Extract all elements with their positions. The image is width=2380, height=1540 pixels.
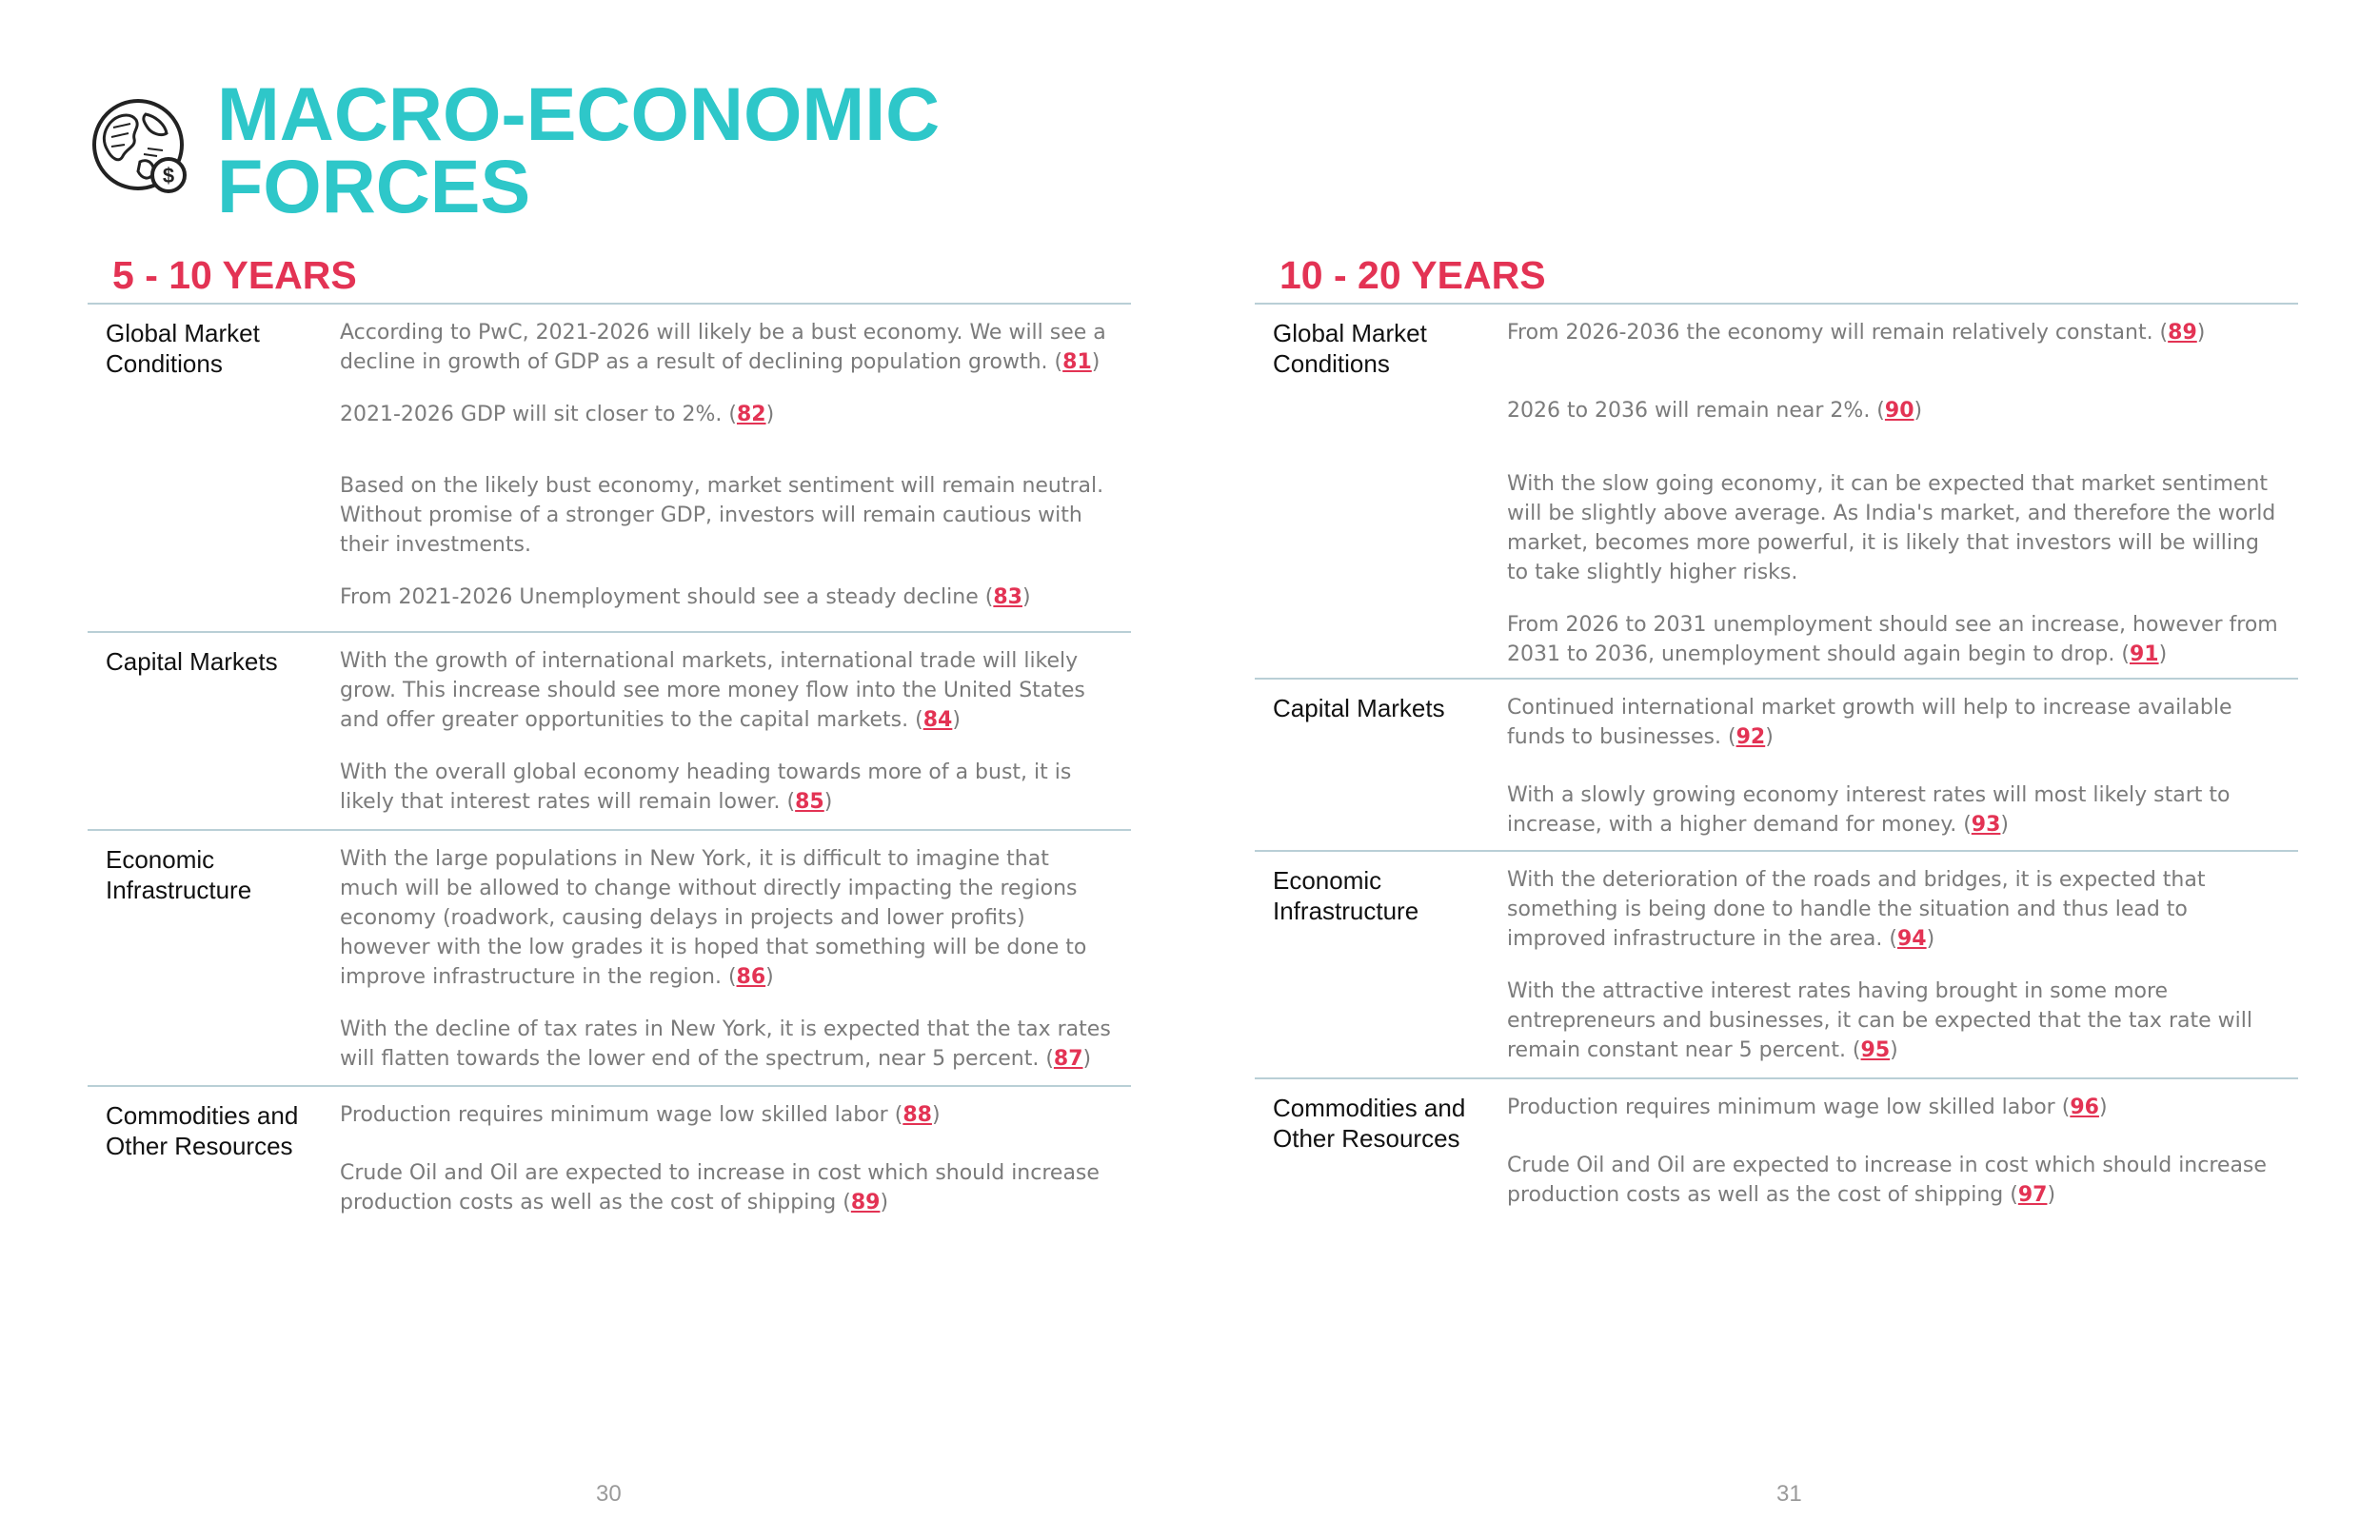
table-row: [1255, 852, 2298, 1079]
paragraph: From 2021-2026 Unemployment should see a steady decline (83): [340, 585, 1031, 609]
paragraph: With the attractive interest rates having brought in some more entrepreneurs and businesses, it can be expected that the tax rate will remain constant near 5 percent. (95): [1507, 979, 2252, 1062]
paragraph: From 2026-2036 the economy will remain relatively constant. (89): [1507, 321, 2206, 345]
category-label: Commodities and Other Resources: [1273, 1094, 1466, 1153]
row-body: [340, 1087, 1131, 1239]
paragraph: With a slowly growing economy interest rates will most likely start to increase, with a higher demand for money. (93): [1507, 783, 2231, 837]
table-row: [1255, 680, 2298, 852]
globe-dollar-icon: [89, 95, 193, 200]
reference-link[interactable]: 90: [1884, 399, 1914, 423]
row-body: [340, 831, 1131, 1085]
reference-link[interactable]: 82: [736, 403, 766, 426]
paragraph: 2026 to 2036 will remain near 2%. (90): [1507, 399, 1923, 423]
paragraph: Production requires minimum wage low skilled labor (88): [340, 1103, 941, 1127]
column-heading: 10 - 20 YEARS: [1255, 247, 2298, 305]
reference-link[interactable]: 91: [2129, 642, 2159, 666]
paragraph: With the overall global economy heading towards more of a bust, it is likely that interest rates will remain lower. (85): [340, 760, 1072, 814]
table-row: [88, 305, 1131, 633]
row-body: [340, 305, 1131, 631]
paragraph: With the decline of tax rates in New York, it is expected that the tax rates will flatten towards the lower end of the spectrum, near 5 percent. (87): [340, 1017, 1111, 1071]
left-column: [88, 247, 1131, 1239]
table-row: [1255, 305, 2298, 680]
reference-link[interactable]: 81: [1062, 350, 1092, 374]
table-row: [88, 1087, 1131, 1239]
reference-link[interactable]: 87: [1053, 1047, 1083, 1071]
reference-link[interactable]: 92: [1735, 725, 1766, 749]
category-label: Economic Infrastructure: [106, 845, 252, 904]
paragraph: With the large populations in New York, it is difficult to imagine that much will be allowed to change without directly impacting the regions economy (roadwork, causing delays in projects and lower profits) however with the low grades it is hoped that something will be done to improve infrastructure in the region. (86): [340, 847, 1087, 989]
reference-link[interactable]: 97: [2017, 1183, 2048, 1207]
reference-link[interactable]: 93: [1971, 813, 2001, 837]
page-number-left: 30: [596, 1481, 622, 1507]
row-body: [340, 633, 1131, 829]
category-label: Capital Markets: [1273, 694, 1445, 722]
category-label: Capital Markets: [106, 647, 278, 676]
page-title: [217, 71, 941, 228]
category-label: Global Market Conditions: [1273, 319, 1427, 378]
paragraph: Crude Oil and Oil are expected to increase in cost which should increase production costs as well as the cost of shipping (97): [1507, 1154, 2267, 1207]
row-body: [1507, 305, 2298, 678]
reference-link[interactable]: 89: [850, 1191, 881, 1214]
paragraph: From 2026 to 2031 unemployment should see an increase, however from 2031 to 2036, unemployment should again begin to drop. (91): [1507, 613, 2278, 666]
table-row: [1255, 1079, 2298, 1232]
row-body: [1507, 1079, 2298, 1232]
paragraph: Production requires minimum wage low skilled labor (96): [1507, 1096, 2108, 1119]
table-row: [88, 633, 1131, 831]
title-line-1: MACRO-ECONOMIC: [217, 71, 941, 156]
page-number-right: 31: [1776, 1481, 1802, 1507]
reference-link[interactable]: 83: [993, 585, 1022, 609]
svg-text:$: $: [162, 164, 175, 188]
paragraph: According to PwC, 2021-2026 will likely be a bust economy. We will see a decline in growth of GDP as a result of declining population growth. (81): [340, 321, 1106, 374]
paragraph: With the growth of international markets, international trade will likely grow. This increase should see more money flow into the United States and offer greater opportunities to the capital markets. (84): [340, 649, 1085, 732]
paragraph: With the deterioration of the roads and bridges, it is expected that something is being done to handle the situation and thus lead to improved infrastructure in the area. (94): [1507, 868, 2206, 951]
paragraph: Continued international market growth will help to increase available funds to businesses. (92): [1507, 696, 2232, 749]
reference-link[interactable]: 85: [795, 790, 824, 814]
row-body: [1507, 852, 2298, 1077]
paragraph: Crude Oil and Oil are expected to increase in cost which should increase production costs as well as the cost of shipping (89): [340, 1161, 1100, 1214]
table-row: [88, 831, 1131, 1087]
reference-link[interactable]: 94: [1896, 927, 1927, 951]
reference-link[interactable]: 88: [902, 1103, 932, 1127]
row-body: [1507, 680, 2298, 850]
category-label: Global Market Conditions: [106, 319, 260, 378]
reference-link[interactable]: 96: [2070, 1096, 2099, 1119]
paragraph: With the slow going economy, it can be expected that market sentiment will be slightly above average. As India's market, and therefore the world market, becomes more powerful, it is likely that investors will be willing to take slightly higher risks.: [1507, 472, 2276, 584]
category-label: Commodities and Other Resources: [106, 1101, 299, 1160]
right-column: [1255, 247, 2298, 1232]
reference-link[interactable]: 86: [736, 965, 766, 989]
category-label: Economic Infrastructure: [1273, 866, 1419, 925]
paragraph: Based on the likely bust economy, market sentiment will remain neutral. Without promise of a stronger GDP, investors will remain cautious with their investments.: [340, 474, 1104, 557]
column-heading: 5 - 10 YEARS: [88, 247, 1131, 305]
title-line-2: FORCES: [217, 144, 531, 228]
reference-link[interactable]: 89: [2168, 321, 2197, 345]
reference-link[interactable]: 84: [922, 708, 953, 732]
reference-link[interactable]: 95: [1860, 1038, 1891, 1062]
paragraph: 2021-2026 GDP will sit closer to 2%. (82): [340, 403, 775, 426]
